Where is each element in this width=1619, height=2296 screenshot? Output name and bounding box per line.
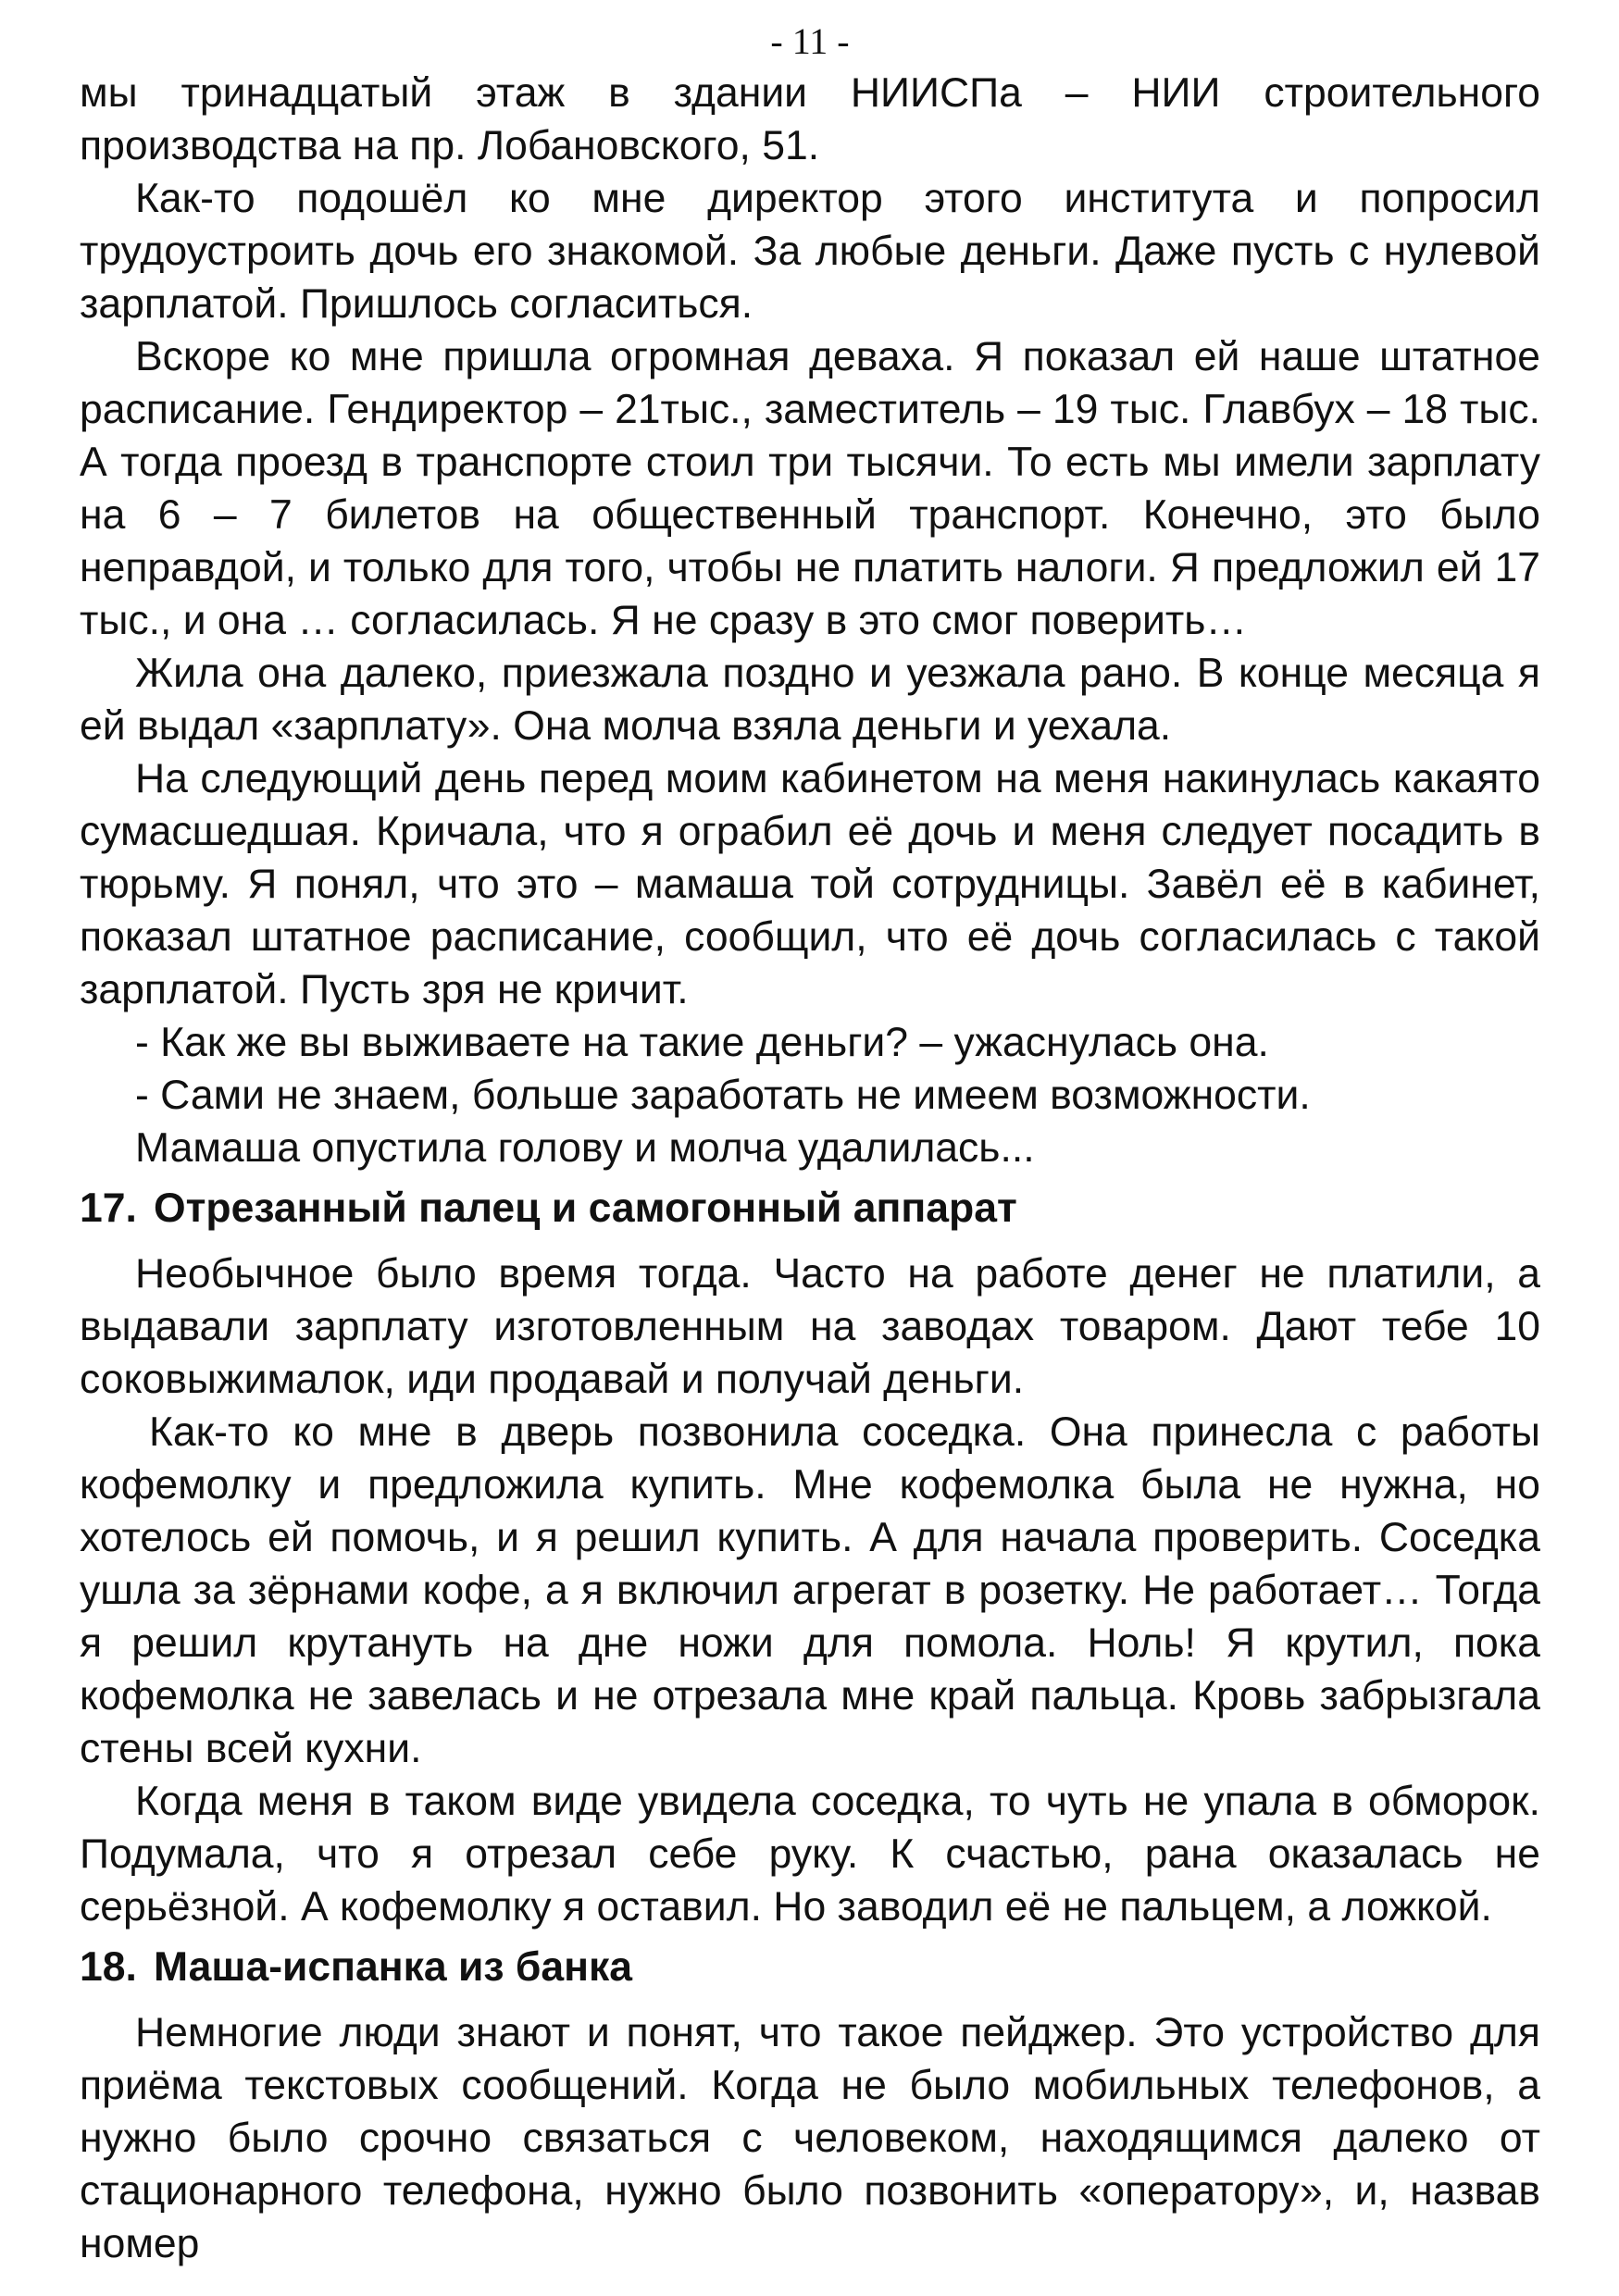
paragraph: Немногие люди знают и понят, что такое пейджер. Это устройство для приёма текстовых сообщений. Когда не было мобильных телефонов, а нужно было срочно связаться с человеком, находящимся далеко от стационарного телефона, нужно было позвонить «оператору», и, назвав номер (80, 2010, 1540, 2266)
paragraph: Необычное было время тогда. Часто на работе денег не платили, а выдавали зарплату изготовленным на заводах товаром. Дают тебе 10 соковыжималок, иди продавай и получай деньги. (80, 1251, 1540, 1402)
dialogue-line: - Как же вы выживаете на такие деньги? – ужаснулась она. (135, 1020, 1269, 1065)
paragraph: Как-то подошёл ко мне директор этого института и попросил трудоустроить дочь его знакомой. За любые деньги. Даже пусть с нулевой зарплатой. Пришлось согласиться. (80, 176, 1540, 327)
document-page (80, 19, 1540, 2270)
paragraph: Как-то ко мне в дверь позвонила соседка. Она принесла с работы кофемолку и предложила купить. Мне кофемолка была не нужна, но хотелось ей помочь, и я решил купить. А для начала проверить. Соседка ушла за зёрнами кофе, а я включил агрегат в розетку. Не работает… Тогда я решил крутануть на дне ножи для помола. Ноль! Я крутил, пока кофемолка не завелась и не отрезала мне край пальца. Кровь забрызгала стены всей кухни. (80, 1409, 1540, 1771)
paragraph: Жила она далеко, приезжала поздно и уезжала рано. В конце месяца я ей выдал «зарплату». Она молча взяла деньги и уехала. (80, 651, 1540, 749)
section-heading-18 (80, 1941, 1540, 1993)
paragraph: Вскоре ко мне пришла огромная деваха. Я показал ей наше штатное расписание. Гендиректор – 21тыс., заместитель – 19 тыс. Главбух – 18 тыс. А тогда проезд в транспорте стоил три тысячи. То есть мы имели зарплату на 6 – 7 билетов на общественный транспорт. Конечно, это было неправдой, и только для того, чтобы не платить налоги. Я предложил ей 17 тыс., и она … согласилась. Я не сразу в это смог поверить… (80, 334, 1540, 643)
paragraph: Мамаша опустила голову и молча удалилась... (135, 1125, 1035, 1171)
section-number: 17. (80, 1185, 137, 1231)
paragraph: Когда меня в таком виде увидела соседка, то чуть не упала в обморок. Подумала, что я отрезал себе руку. К счастью, рана оказалась не серьёзной. А кофемолку я оставил. Но заводил её не пальцем, а ложкой. (80, 1779, 1540, 1930)
paragraph: На следующий день перед моим кабинетом на меня накинулась какаято сумасшедшая. Кричала, что я ограбил её дочь и меня следует посадить в тюрьму. Я понял, что это – мамаша той сотрудницы. Завёл её в кабинет, показал штатное расписание, сообщил, что её дочь согласилась с такой зарплатой. Пусть зря не кричит. (80, 756, 1540, 1012)
dialogue-line: - Сами не знаем, больше заработать не имеем возможности. (135, 1073, 1311, 1118)
section-heading-17 (80, 1182, 1540, 1235)
section-title: Отрезанный палец и самогонный аппарат (154, 1185, 1017, 1231)
page-number: - 11 - (770, 20, 850, 62)
section-title: Маша-испанка из банка (154, 1944, 632, 1990)
section-number: 18. (80, 1944, 137, 1990)
paragraph: мы тринадцатый этаж в здании НИИСПа – НИИ строительного производства на пр. Лобановского, 51. (80, 70, 1540, 168)
